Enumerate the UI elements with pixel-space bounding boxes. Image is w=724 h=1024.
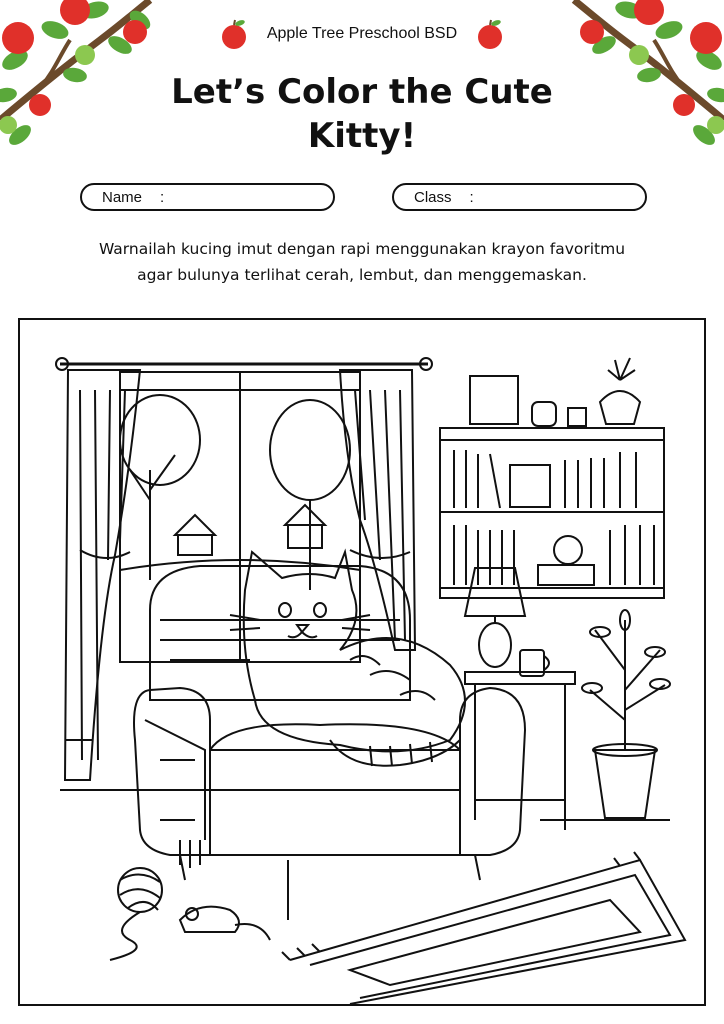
potted-plant <box>582 610 670 818</box>
side-table <box>465 672 575 830</box>
curtain-rod <box>56 358 432 370</box>
rug <box>282 852 685 1004</box>
yarn-ball <box>110 868 162 960</box>
class-label: Class <box>414 188 452 206</box>
title-line-1: Let’s Color the Cute <box>171 72 553 112</box>
page-title <box>120 70 604 158</box>
title-line-2: Kitty! <box>307 116 417 156</box>
window <box>120 372 360 662</box>
armchair <box>134 566 525 920</box>
apple-icon <box>219 18 249 50</box>
bookshelf <box>440 358 664 598</box>
school-header <box>0 18 724 50</box>
curtain-right <box>340 370 415 650</box>
school-name: Apple Tree Preschool BSD <box>266 25 458 42</box>
class-colon: : <box>469 188 474 206</box>
coloring-illustration <box>20 320 704 1004</box>
coloring-frame <box>18 318 706 1006</box>
instructions <box>60 236 664 288</box>
name-colon: : <box>160 188 165 206</box>
lamp <box>465 568 525 667</box>
curtain-left <box>65 370 140 780</box>
name-field[interactable] <box>80 183 335 211</box>
apple-icon <box>475 18 505 50</box>
name-label: Name <box>102 188 143 206</box>
instructions-line-1: Warnailah kucing imut dengan rapi menggunakan krayon favoritmu <box>98 240 626 258</box>
class-field[interactable] <box>392 183 647 211</box>
mouse <box>180 907 270 940</box>
instructions-line-2: agar bulunya terlihat cerah, lembut, dan menggemaskan. <box>137 266 587 284</box>
